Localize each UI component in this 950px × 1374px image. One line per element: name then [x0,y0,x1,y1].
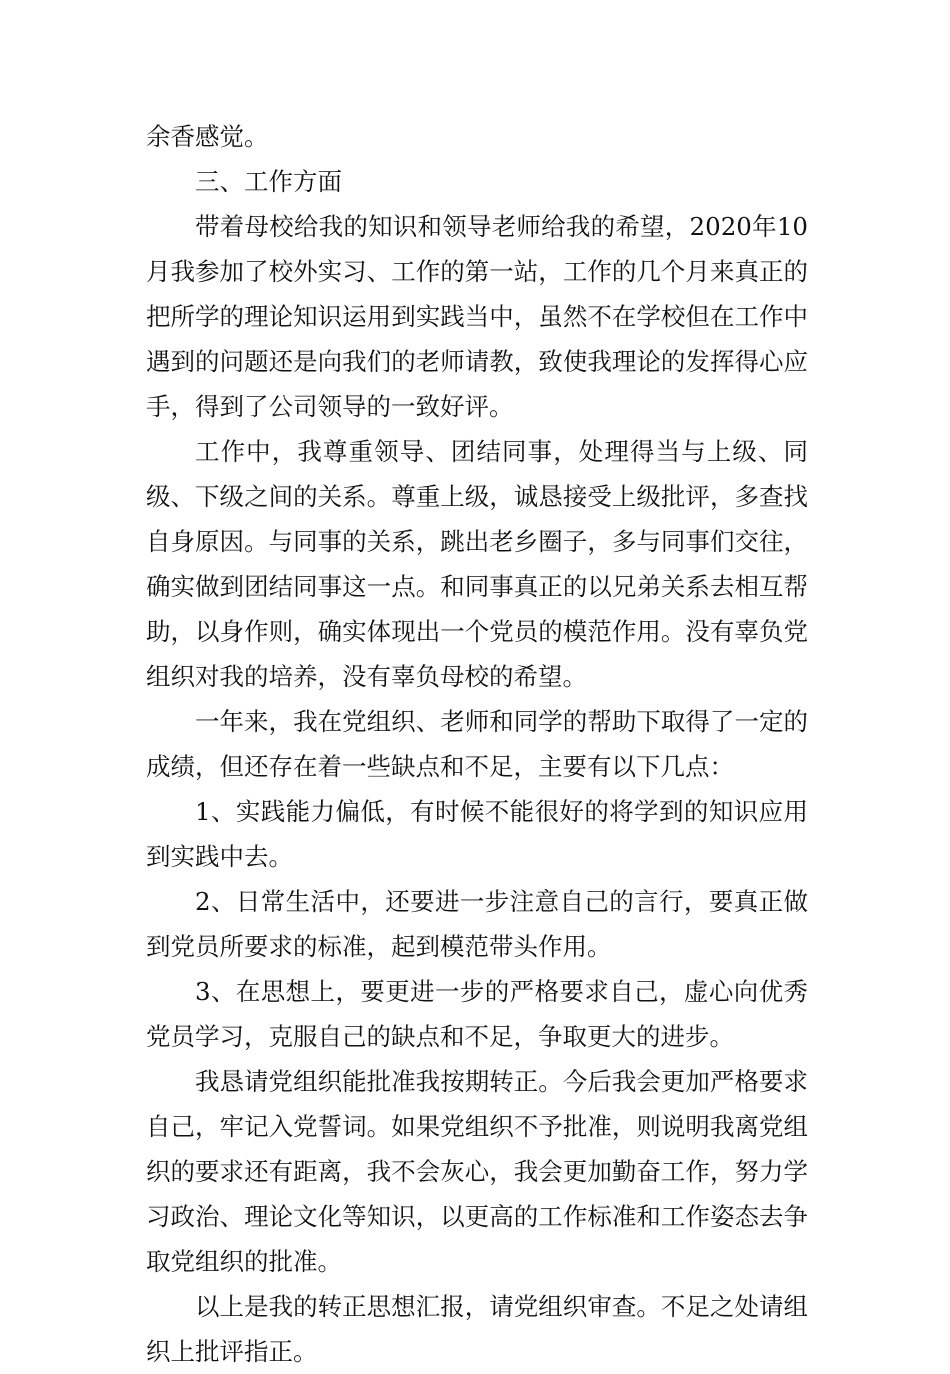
document-body [146,114,808,1374]
paragraph: 一年来，我在党组织、老师和同学的帮助下取得了一定的成绩，但还存在着一些缺点和不足，主要有以下几点： [146,707,808,781]
paragraph: 工作中，我尊重领导、团结同事，处理得当与上级、同级、下级之间的关系。尊重上级，诚恳接受上级批评，多查找自身原因。与同事的关系，跳出老乡圈子，多与同事们交往，确实做到团结同事这一点。和同事真正的以兄弟关系去相互帮助，以身作则，确实体现出一个党员的模范作用。没有辜负党组织对我的培养，没有辜负母校的希望。 [146,437,808,691]
paragraph: 带着母校给我的知识和领导老师给我的希望，2020年10月我参加了校外实习、工作的第一站，工作的几个月来真正的把所学的理论知识运用到实践当中，虽然不在学校但在工作中遇到的问题还是向我们的老师请教，致使我理论的发挥得心应手，得到了公司领导的一致好评。 [146,212,808,421]
paragraph-continuation: 余香感觉。 [146,122,269,151]
section-heading: 三、工作方面 [195,167,342,196]
closing-paragraph: 以上是我的转正思想汇报，请党组织审查。不足之处请组织上批评指正。 [146,1292,808,1366]
list-item: 1、实践能力偏低，有时候不能很好的将学到的知识应用到实践中去。 [146,797,808,871]
paragraph: 我恳请党组织能批准我按期转正。今后我会更加严格要求自己，牢记入党誓词。如果党组织不予批准，则说明我离党组织的要求还有距离，我不会灰心，我会更加勤奋工作，努力学习政治、理论文化等知识，以更高的工作标准和工作姿态去争取党组织的批准。 [146,1067,808,1276]
list-item: 3、在思想上，要更进一步的严格要求自己，虚心向优秀党员学习，克服自己的缺点和不足，争取更大的进步。 [146,977,808,1051]
list-item: 2、日常生活中，还要进一步注意自己的言行，要真正做到党员所要求的标准，起到模范带头作用。 [146,887,808,961]
